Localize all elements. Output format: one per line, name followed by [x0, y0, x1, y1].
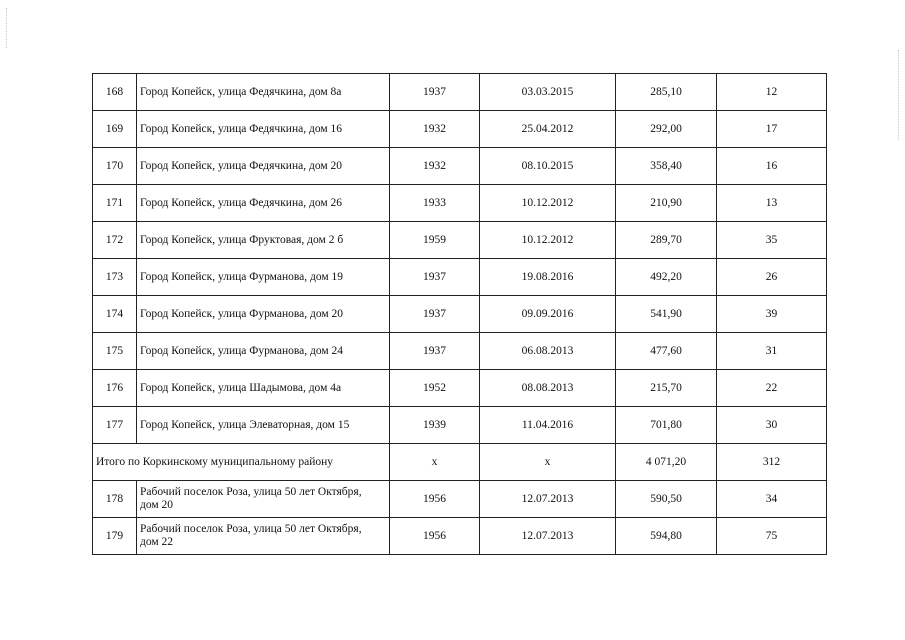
row-number: 173: [93, 259, 137, 296]
row-address-line-1: Рабочий поселок Роза, улица 50 лет Октября,: [140, 523, 362, 535]
row-date: 06.08.2013: [480, 333, 616, 370]
scan-edge-mark-left: [6, 8, 7, 48]
row-people: 12: [717, 74, 827, 111]
table-row: [93, 222, 827, 259]
row-year: 1956: [390, 481, 480, 518]
row-number: 174: [93, 296, 137, 333]
row-year: 1939: [390, 407, 480, 444]
total-area: 4 071,20: [616, 444, 717, 481]
row-date: 08.08.2013: [480, 370, 616, 407]
row-area: 285,10: [616, 74, 717, 111]
row-address: Город Копейск, улица Фруктовая, дом 2 б: [137, 222, 390, 259]
row-number: 170: [93, 148, 137, 185]
table-row: [93, 518, 827, 555]
row-address: Город Копейск, улица Федячкина, дом 26: [137, 185, 390, 222]
row-year: 1956: [390, 518, 480, 555]
row-number: 175: [93, 333, 137, 370]
row-date: 10.12.2012: [480, 185, 616, 222]
row-area: 594,80: [616, 518, 717, 555]
table-row: [93, 74, 827, 111]
row-area: 292,00: [616, 111, 717, 148]
row-address-line-2: дом 20: [140, 499, 174, 511]
row-date: 25.04.2012: [480, 111, 616, 148]
row-number: 168: [93, 74, 137, 111]
row-number: 172: [93, 222, 137, 259]
row-people: 16: [717, 148, 827, 185]
row-address: [137, 481, 390, 518]
table-row: [93, 185, 827, 222]
district-total-row: [93, 444, 827, 481]
row-area: 477,60: [616, 333, 717, 370]
row-date: 11.04.2016: [480, 407, 616, 444]
total-label: Итого по Коркинскому муниципальному району: [93, 444, 390, 481]
total-people: 312: [717, 444, 827, 481]
scan-edge-mark-right: [898, 50, 899, 140]
row-address: Город Копейск, улица Федячкина, дом 8а: [137, 74, 390, 111]
row-number: 171: [93, 185, 137, 222]
row-year: 1932: [390, 148, 480, 185]
row-year: 1932: [390, 111, 480, 148]
row-people: 22: [717, 370, 827, 407]
row-address: Город Копейск, улица Фурманова, дом 24: [137, 333, 390, 370]
row-date: 12.07.2013: [480, 518, 616, 555]
row-area: 701,80: [616, 407, 717, 444]
row-date: 09.09.2016: [480, 296, 616, 333]
row-number: 176: [93, 370, 137, 407]
row-area: 210,90: [616, 185, 717, 222]
row-number: 169: [93, 111, 137, 148]
row-address: [137, 518, 390, 555]
row-address: Город Копейск, улица Федячкина, дом 16: [137, 111, 390, 148]
table-row: [93, 407, 827, 444]
table-row: [93, 296, 827, 333]
row-date: 10.12.2012: [480, 222, 616, 259]
row-area: 590,50: [616, 481, 717, 518]
row-year: 1937: [390, 259, 480, 296]
row-people: 35: [717, 222, 827, 259]
row-address: Город Копейск, улица Фурманова, дом 20: [137, 296, 390, 333]
row-date: 03.03.2015: [480, 74, 616, 111]
table-row: [93, 370, 827, 407]
row-date: 08.10.2015: [480, 148, 616, 185]
row-people: 13: [717, 185, 827, 222]
row-number: 177: [93, 407, 137, 444]
row-address: Город Копейск, улица Фурманова, дом 19: [137, 259, 390, 296]
row-year: 1933: [390, 185, 480, 222]
row-area: 541,90: [616, 296, 717, 333]
row-address: Город Копейск, улица Шадымова, дом 4а: [137, 370, 390, 407]
row-people: 31: [717, 333, 827, 370]
row-number: 179: [93, 518, 137, 555]
row-year: 1937: [390, 74, 480, 111]
table-row: [93, 111, 827, 148]
row-area: 492,20: [616, 259, 717, 296]
row-date: 12.07.2013: [480, 481, 616, 518]
row-year: 1959: [390, 222, 480, 259]
row-address: Город Копейск, улица Федячкина, дом 20: [137, 148, 390, 185]
housing-registry-table: [92, 73, 827, 555]
row-people: 30: [717, 407, 827, 444]
row-number: 178: [93, 481, 137, 518]
table-body: [93, 74, 827, 555]
row-year: 1952: [390, 370, 480, 407]
row-year: 1937: [390, 333, 480, 370]
table-row: [93, 148, 827, 185]
table-row: [93, 333, 827, 370]
row-area: 289,70: [616, 222, 717, 259]
row-people: 34: [717, 481, 827, 518]
row-area: 215,70: [616, 370, 717, 407]
table-row: [93, 259, 827, 296]
row-address: Город Копейск, улица Элеваторная, дом 15: [137, 407, 390, 444]
row-people: 17: [717, 111, 827, 148]
table-row: [93, 481, 827, 518]
total-year: x: [390, 444, 480, 481]
row-area: 358,40: [616, 148, 717, 185]
row-date: 19.08.2016: [480, 259, 616, 296]
row-people: 39: [717, 296, 827, 333]
total-date: x: [480, 444, 616, 481]
row-address-line-2: дом 22: [140, 536, 174, 548]
row-people: 26: [717, 259, 827, 296]
row-year: 1937: [390, 296, 480, 333]
row-address-line-1: Рабочий поселок Роза, улица 50 лет Октября,: [140, 486, 362, 498]
row-people: 75: [717, 518, 827, 555]
